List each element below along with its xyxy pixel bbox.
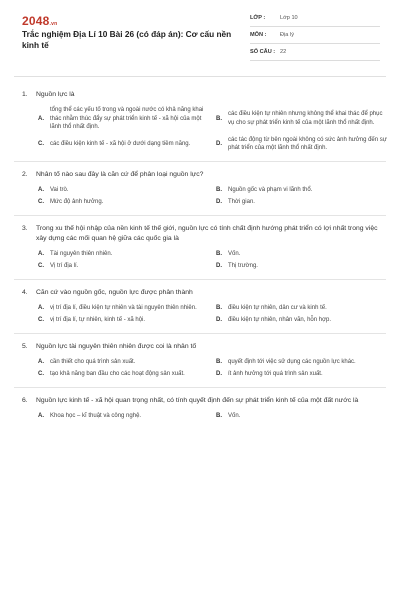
option-text: Khoa học – kĩ thuật và công nghệ. bbox=[50, 412, 142, 419]
option-text: quyết định tới việc sử dụng các nguồn lực khác. bbox=[228, 358, 356, 365]
answer-option[interactable] bbox=[216, 136, 388, 153]
question-text bbox=[22, 170, 382, 180]
logo-main-text: 2048 bbox=[22, 14, 50, 28]
meta-row bbox=[250, 10, 380, 27]
question-text bbox=[22, 342, 382, 352]
answer-options bbox=[38, 304, 382, 325]
answer-option[interactable] bbox=[38, 186, 210, 195]
question-text bbox=[22, 288, 382, 298]
answer-options bbox=[38, 358, 382, 379]
option-letter: B. bbox=[216, 115, 222, 122]
option-letter: B. bbox=[216, 358, 222, 365]
answer-option[interactable] bbox=[38, 370, 210, 379]
option-text: Mức độ ảnh hưởng. bbox=[50, 199, 104, 205]
question-text bbox=[22, 90, 382, 100]
question-number: 5. bbox=[22, 342, 28, 350]
option-letter: D. bbox=[216, 317, 222, 323]
meta-value: 22 bbox=[280, 49, 287, 55]
option-text: vị trí địa lí, điều kiện tự nhiên và tài nguyên thiên nhiên. bbox=[50, 304, 197, 311]
option-text: Vị trí địa lí. bbox=[50, 263, 79, 269]
question-stem: Căn cứ vào nguồn gốc, nguồn lực được phân thành bbox=[36, 288, 193, 296]
question-divider bbox=[14, 161, 386, 162]
answer-options bbox=[38, 186, 382, 207]
option-text: điều kiện tự nhiên, nhân văn, hỗn hợp. bbox=[228, 317, 332, 323]
option-text: vị trí địa lí, tự nhiên, kinh tế - xã hội. bbox=[50, 317, 146, 323]
option-text: Vốn. bbox=[228, 250, 241, 257]
question-text bbox=[22, 224, 382, 244]
meta-key: MÔN : bbox=[250, 32, 267, 38]
option-letter: D. bbox=[216, 199, 222, 205]
answer-options bbox=[38, 106, 387, 153]
question-number: 1. bbox=[22, 91, 28, 98]
answer-option[interactable] bbox=[216, 198, 388, 207]
site-logo[interactable] bbox=[22, 14, 57, 28]
option-letter: C. bbox=[38, 140, 44, 147]
meta-row bbox=[250, 27, 380, 44]
option-letter: B. bbox=[216, 304, 222, 311]
answer-option[interactable] bbox=[38, 250, 210, 259]
meta-table bbox=[250, 10, 380, 61]
answer-option[interactable] bbox=[38, 358, 210, 367]
option-letter: D. bbox=[216, 371, 222, 377]
answer-option[interactable] bbox=[38, 304, 210, 313]
meta-key: SỐ CÂU : bbox=[250, 49, 276, 55]
option-text: Nguồn gốc và phạm vi lãnh thổ. bbox=[228, 186, 313, 193]
answer-option[interactable] bbox=[216, 262, 388, 271]
answer-option[interactable] bbox=[216, 250, 388, 259]
option-text: các điều kiện kinh tế - xã hội ở dưới dạng tiềm năng. bbox=[50, 140, 191, 147]
option-letter: C. bbox=[38, 263, 44, 269]
meta-row bbox=[250, 44, 380, 61]
question-2 bbox=[0, 170, 400, 207]
option-letter: A. bbox=[38, 304, 44, 311]
question-stem: Nguồn lực tài nguyên thiên nhiên được coi là nhân tố bbox=[36, 342, 197, 350]
option-letter: C. bbox=[38, 371, 44, 377]
meta-value: Lớp 10 bbox=[280, 15, 298, 21]
question-divider bbox=[14, 387, 386, 388]
question-divider bbox=[14, 279, 386, 280]
option-text: cần thiết cho quá trình sản xuất. bbox=[50, 358, 136, 365]
question-stem: Nguồn lực là bbox=[36, 91, 75, 98]
option-letter: C. bbox=[38, 199, 44, 205]
logo-suffix-text: .vn bbox=[49, 21, 58, 27]
question-divider bbox=[14, 215, 386, 216]
option-letter: C. bbox=[38, 317, 44, 323]
question-6 bbox=[0, 396, 400, 421]
option-letter: B. bbox=[216, 186, 222, 193]
option-letter: B. bbox=[216, 250, 222, 257]
answer-option[interactable] bbox=[38, 262, 210, 271]
option-letter: A. bbox=[38, 358, 44, 365]
option-letter: D. bbox=[216, 140, 222, 147]
answer-option[interactable] bbox=[216, 412, 388, 421]
page-header bbox=[0, 0, 400, 78]
answer-option[interactable] bbox=[216, 304, 388, 313]
option-text: Thời gian. bbox=[228, 199, 255, 205]
question-list bbox=[0, 80, 400, 420]
question-stem: Trong xu thế hội nhập của nền kinh tế thế giới, nguồn lực có tính chất định hướng phát triển có lợi nhất trong việc xây dựng các mối quan hệ giữa các quốc gia là bbox=[36, 224, 378, 242]
answer-option[interactable] bbox=[216, 370, 388, 379]
question-5 bbox=[0, 342, 400, 379]
question-4 bbox=[0, 288, 400, 325]
question-number: 6. bbox=[22, 396, 28, 404]
option-text: tổng thể các yếu tố trong và ngoài nước có khả năng khai thác nhằm thúc đẩy sự phát triển kinh tế - xã hội của một lãnh thổ nhất định. bbox=[50, 107, 204, 130]
option-text: Vốn. bbox=[228, 412, 241, 419]
answer-option[interactable] bbox=[38, 198, 210, 207]
answer-option[interactable] bbox=[216, 186, 388, 195]
question-number: 4. bbox=[22, 288, 28, 296]
answer-option[interactable] bbox=[38, 412, 210, 421]
answer-option[interactable] bbox=[216, 316, 388, 325]
question-divider bbox=[14, 333, 386, 334]
option-text: Vai trò. bbox=[50, 186, 69, 193]
header-divider bbox=[14, 76, 386, 77]
answer-option[interactable] bbox=[38, 316, 210, 325]
question-stem: Nguồn lực kinh tế - xã hội quan trọng nhất, có tính quyết định đến sự phát triển kinh tế của một đất nước là bbox=[36, 396, 359, 404]
option-text: ít ảnh hưởng tới quá trình sản xuất. bbox=[228, 371, 323, 377]
question-stem: Nhân tố nào sau đây là căn cứ để phân loại nguồn lực? bbox=[36, 170, 204, 178]
question-3 bbox=[0, 224, 400, 271]
option-text: điều kiện tự nhiên, dân cư và kinh tế. bbox=[228, 304, 327, 311]
option-letter: A. bbox=[38, 412, 44, 419]
option-letter: A. bbox=[38, 115, 44, 122]
option-letter: B. bbox=[216, 412, 222, 419]
answer-option[interactable] bbox=[38, 136, 210, 153]
answer-option[interactable] bbox=[216, 358, 388, 367]
option-text: Thị trường. bbox=[228, 263, 258, 269]
question-1 bbox=[0, 90, 400, 153]
option-text: các tác động từ bên ngoài không có sức ảnh hưởng đến sự phát triển của một lãnh thổ nhất định. bbox=[228, 136, 387, 151]
option-letter: D. bbox=[216, 263, 222, 269]
answer-options bbox=[38, 250, 382, 271]
option-text: tạo khả năng ban đầu cho các hoạt động sản xuất. bbox=[50, 371, 185, 377]
question-number: 3. bbox=[22, 224, 28, 232]
document-title: Trắc nghiệm Địa Lí 10 Bài 26 (có đáp án): Cơ cấu nền kinh tế bbox=[22, 29, 232, 50]
option-text: các điều kiện tự nhiên nhưng không thể khai thác để phục vụ cho sự phát triển kinh tế của một lãnh thổ nhất định. bbox=[228, 111, 383, 126]
option-letter: A. bbox=[38, 186, 44, 193]
meta-value: Địa lý bbox=[280, 32, 294, 38]
answer-options bbox=[38, 412, 382, 421]
question-number: 2. bbox=[22, 170, 28, 178]
option-text: Tài nguyên thiên nhiên. bbox=[50, 250, 113, 257]
option-letter: A. bbox=[38, 250, 44, 257]
meta-key: LỚP : bbox=[250, 15, 266, 21]
answer-option[interactable] bbox=[38, 106, 210, 132]
answer-option[interactable] bbox=[216, 106, 388, 132]
question-text bbox=[22, 396, 382, 406]
